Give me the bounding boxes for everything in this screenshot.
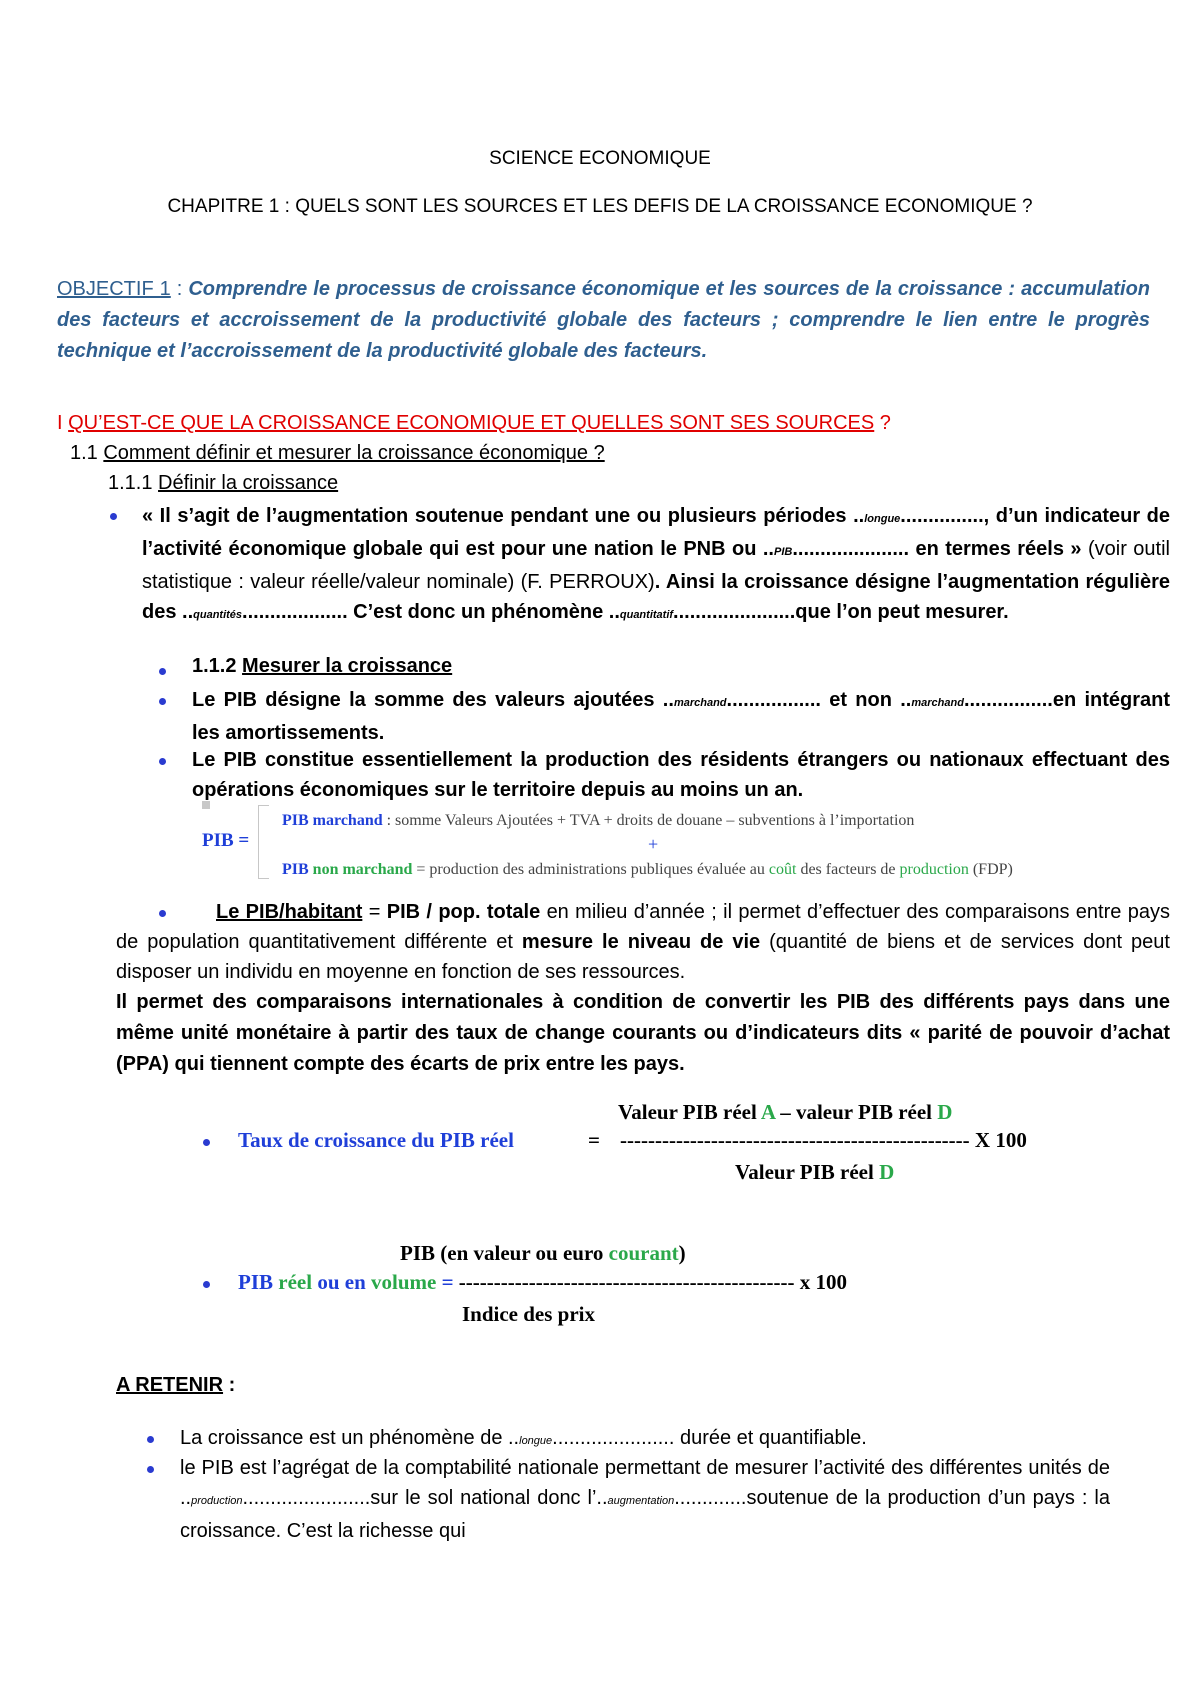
formula-term: coût — [768, 861, 797, 878]
objective-paragraph — [57, 274, 1150, 367]
text-run: volume — [371, 1270, 437, 1294]
text-run: ................... C’est donc un phénomène .. — [242, 601, 620, 623]
retain-label: A RETENIR — [116, 1374, 224, 1396]
retain-bullet-2 — [180, 1453, 1110, 1546]
formula-term: production — [899, 861, 969, 878]
text-run: La croissance est un phénomène de .. — [180, 1427, 520, 1449]
formula-term: PIB — [282, 861, 309, 878]
real-gdp-denominator: Indice des prix — [462, 1302, 596, 1326]
bullet-icon — [159, 758, 166, 765]
text-run: – valeur PIB réel — [774, 1100, 938, 1124]
text-run: PIB (en valeur ou euro — [400, 1241, 609, 1265]
measure-number: 1.1.2 — [192, 655, 243, 677]
retain-heading — [116, 1374, 235, 1397]
text-run: ou en — [312, 1270, 371, 1294]
pib-formula-label: PIB = — [202, 830, 250, 851]
subsection-heading — [70, 442, 605, 465]
text-run: = — [362, 901, 387, 923]
real-gdp-numerator — [400, 1241, 686, 1266]
fill-in-answer: augmentation — [607, 1495, 675, 1507]
bullet-icon — [147, 1436, 154, 1443]
section-heading — [57, 412, 891, 435]
pib-formula-line-2 — [282, 861, 1013, 879]
text-run: réel — [278, 1270, 313, 1294]
text-run: PIB — [238, 1270, 279, 1294]
formula-text: des facteurs de — [796, 861, 900, 878]
section-suffix: ? — [874, 412, 891, 434]
objective-text: Comprendre le processus de croissance économique et les sources de la croissance : accumulation des facteurs et accroissement de la productivité globale des facteurs ; comprendre le lien entre le progrès technique et l’accroissement de la productivité globale des facteurs. — [57, 278, 1151, 362]
text-run: en milieu d’année ; il permet d’effectuer des comparaisons entre pays de population quantitativement différente et — [116, 901, 1170, 953]
comparison-paragraph: Il permet des comparaisons internationales à condition de convertir les PIB des différents pays dans une même unité monétaire à partir des taux de change courants ou d’indicateurs dits « parité de pouvoir d’achat (PPA) qui tiennent compte des écarts de prix entre les pays. — [116, 991, 1170, 1075]
section-title: QU’EST-CE QUE LA CROISSANCE ECONOMIQUE ET QUELLES SONT SES SOURCES — [68, 412, 875, 434]
text-run: Valeur PIB réel — [618, 1100, 761, 1124]
text-run: A — [760, 1100, 775, 1124]
bullet-icon — [159, 668, 166, 675]
text-run: ) — [678, 1241, 686, 1265]
text-run: courant — [608, 1241, 679, 1265]
text-run: . Ainsi la croissance désigne l’augmentation régulière des .. — [142, 571, 1170, 623]
fill-in-answer: longue — [864, 513, 901, 525]
fill-in-answer: marchand — [911, 697, 964, 709]
text-run: .............soutenue de la production d’un pays : la croissance. C’est la richesse qui — [180, 1487, 1110, 1542]
definition-paragraph — [142, 501, 1170, 630]
measure-bullet-2: Le PIB constitue essentiellement la production des résidents étrangers ou nationaux effectuant des opérations économiques sur le territoire depuis au moins un an. — [192, 749, 1170, 801]
text-run: le PIB est l’agrégat de la comptabilité nationale permettant de mesurer l’activité des différentes unités de .. — [180, 1457, 1110, 1509]
formula-text: : somme Valeurs Ajoutées + TVA + droits de douane – subventions à l’importation — [382, 812, 915, 829]
checkbox-icon — [202, 801, 210, 809]
growth-rate-label: Taux de croissance du PIB réel — [238, 1128, 514, 1152]
text-run: (voir outil statistique : valeur réelle/valeur nominale) (F. PERROUX) — [142, 538, 1170, 593]
objective-separator: : — [170, 278, 189, 300]
pib-formula-plus: + — [648, 834, 659, 854]
text-run: (quantité de biens et de services dont peut disposer un individu en moyenne en fonction de ses ressources. — [116, 931, 1170, 983]
text-run: D — [879, 1160, 895, 1184]
formula-term: non marchand — [308, 861, 413, 878]
bullet-icon — [203, 1139, 210, 1146]
growth-rate-denominator — [735, 1160, 894, 1185]
bullet-icon — [203, 1281, 210, 1288]
text-run: x 100 — [794, 1270, 847, 1294]
chapter-title: CHAPITRE 1 : QUELS SONT LES SOURCES ET LES DEFIS DE LA CROISSANCE ECONOMIQUE ? — [167, 196, 1033, 217]
text-run: Le PIB désigne la somme des valeurs ajoutées .. — [192, 689, 674, 711]
text-run: X 100 — [969, 1128, 1027, 1152]
fill-in-answer: PIB — [773, 546, 793, 558]
measure-bullet-1 — [192, 685, 1170, 748]
real-gdp-line — [238, 1270, 847, 1295]
bullet-icon — [147, 1466, 154, 1473]
subsection-title: Comment définir et mesurer la croissance économique ? — [103, 442, 605, 464]
per-capita-term: Le PIB/habitant — [216, 901, 363, 923]
growth-rate-numerator — [618, 1100, 952, 1125]
text-run: ................en intégrant les amortissements. — [192, 689, 1171, 744]
text-run: « Il s’agit de l’augmentation soutenue pendant une ou plusieurs périodes .. — [142, 505, 865, 527]
growth-rate-fraction-bar — [620, 1128, 1027, 1153]
document-title: SCIENCE ECONOMIQUE — [489, 148, 711, 169]
text-run: mesure le niveau de vie — [521, 931, 761, 953]
text-run: ................. et non .. — [726, 689, 912, 711]
text-run: ------------------------------------------------ — [458, 1270, 795, 1294]
fill-in-answer: quantitatif — [619, 609, 674, 621]
retain-separator: : — [223, 1374, 236, 1396]
text-run: = — [436, 1270, 459, 1294]
text-run: PIB / pop. totale — [386, 901, 541, 923]
formula-text: (FDP) — [968, 861, 1013, 878]
measure-heading — [192, 655, 452, 678]
measure-title: Mesurer la croissance — [242, 655, 453, 677]
fill-in-answer: longue — [519, 1435, 553, 1447]
subsubsection-number: 1.1.1 — [108, 472, 159, 494]
growth-rate-equals: = — [588, 1128, 600, 1152]
formula-text: = production des administrations publiques évaluée au — [412, 861, 769, 878]
text-run: Valeur PIB réel — [735, 1160, 880, 1184]
fill-in-answer: marchand — [673, 697, 727, 709]
subsubsection-title: Définir la croissance — [158, 472, 339, 494]
formula-term: PIB marchand — [282, 812, 383, 829]
text-run: -------------------------------------------------- — [620, 1128, 970, 1152]
text-run: ..................... en termes réels » — [792, 538, 1088, 560]
bullet-icon — [159, 698, 166, 705]
subsection-number: 1.1 — [70, 442, 104, 464]
bullet-icon — [110, 513, 117, 520]
per-capita-paragraph — [116, 897, 1170, 987]
brace-icon — [258, 805, 269, 879]
subsubsection-heading — [108, 472, 338, 495]
text-run: .......................sur le sol national donc l’.. — [242, 1487, 608, 1509]
text-run: ...................... durée et quantifiable. — [552, 1427, 867, 1449]
objective-label: OBJECTIF 1 — [57, 278, 171, 300]
retain-bullet-1 — [180, 1423, 1110, 1456]
fill-in-answer: quantités — [193, 609, 243, 621]
pib-formula-line-1 — [282, 812, 914, 830]
fill-in-answer: production — [191, 1495, 243, 1507]
text-run: ......................que l’on peut mesurer. — [673, 601, 1009, 623]
text-run: ..............., d’un indicateur de l’activité économique globale qui est pour une nation le PNB ou .. — [142, 505, 1170, 560]
section-number: I — [57, 412, 69, 434]
text-run: D — [937, 1100, 953, 1124]
